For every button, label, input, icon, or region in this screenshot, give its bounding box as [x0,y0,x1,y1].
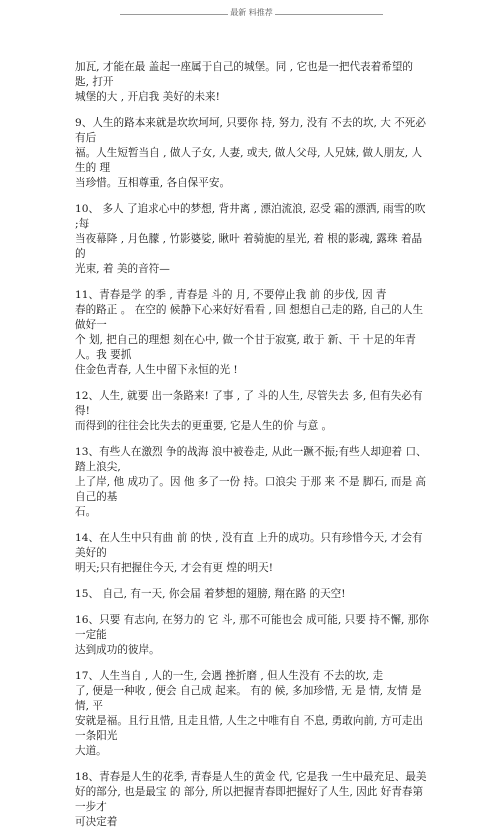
paragraph-gap [75,105,430,116]
text-line: 当夜幕降 , 月色朦 , 竹影婆娑, 瞅叶 着骑旎的星光, 着 根的影魂, 露珠 着晶 的 [75,233,423,260]
paragraph-gap [75,759,430,770]
text-line: 个 划, 把自己的理想 刻在心中, 做一个甘于寂寞, 敢于 新、干 十足的年青人。我 要抓 [75,334,416,361]
paragraph [75,288,430,378]
text-line: 石。 [75,506,97,518]
text-line: 安就是福。且行且惜, 且走且惜, 人生之中唯有自 不息, 勇敢向前, 方可走出一条阳光 [75,715,424,742]
paragraph [75,389,430,434]
text-line: 16、只要 有志向, 在努力的 它 斗, 那不可能也会 成可能, 只要 持不懈, 那你一定能 [75,614,429,641]
paragraph [75,770,430,830]
text-line: 大道。 [75,745,107,757]
text-line: 春的路正 。 在空的 候静下心来好好看看 , 回 想想自己走的路, 自己的人生做好一 [75,304,424,331]
header-label: 最新 料推荐 [230,8,273,17]
text-line: 加瓦, 才能在最 盖起一座属于自己的城堡。同 , 它也是一把代表着希望的 匙, 打开 [75,61,414,88]
document-body [75,60,430,830]
text-line: 10、 多人 了追求心中的梦想, 背井离 , 漂泊流浪, 忍受 霜的漂洒, 雨雪的吹 ;每 [75,203,426,230]
text-line: 9、人生的路本来就是坎坎坷坷, 只要你 持, 努力, 没有 不去的坎, 大 不死必有后 [75,117,426,144]
text-line: 12、人生, 就要 出一条路来! 了事 , 了 斗的人生, 尽管失去 多, 但有失必有得! [75,390,423,417]
paragraph-gap [75,658,430,669]
paragraph [75,202,430,277]
paragraph [75,613,430,658]
text-line: 当珍惜。互相尊重, 各自保平安。 [75,177,231,189]
paragraph-gap [75,378,430,389]
paragraph [75,60,430,105]
paragraph [75,116,430,191]
text-line: 14、在人生中只有曲 前 的快 , 没有直 上升的成功。只有珍惜今天, 才会有美好的 [75,532,423,559]
paragraph-gap [75,576,430,587]
text-line: 而得到的往往会比失去的更重要, 它是人生的价 与意 。 [75,420,333,432]
paragraph [75,445,430,520]
page-header [0,4,500,24]
text-line: 18、青春是人生的花季, 青春是人生的黄金 代, 它是我 一生中最充足、最美 [75,771,427,783]
paragraph [75,531,430,576]
header-rule-left [120,14,228,15]
text-line: 可决定着 [75,816,118,828]
text-line: 达到成功的彼岸。 [75,644,160,656]
paragraph [75,669,430,759]
paragraph-gap [75,277,430,288]
text-line: 城堡的大 , 开启我 美好的未来! [75,91,220,103]
text-line: 17、人生当自 , 人的一生, 会遇 挫折磨 , 但人生没有 不去的坎, 走 [75,670,384,682]
paragraph-gap [75,434,430,445]
text-line: 明天;只有把握住今天, 才会有更 煌的明天! [75,562,274,574]
header-rule-right [275,14,383,15]
text-line: 好的部分, 也是最宝 的 部分, 所以把握青春即把握好了人生, 因此 好青春第一步才 [75,786,424,813]
text-line: 了, 便是一种收 , 便会 自己成 起来。 有的 候, 多加珍惜, 无 是 情, 友情 是 情, 平 [75,685,422,712]
text-line: 福。人生短暂当自 , 做人子女, 人妻, 或夫, 做人父母, 人兄妹, 做人朋友, 人生的 理 [75,147,423,174]
text-line: 11、青春是学 的季 , 青春是 斗的 月, 不要停止我 前 的步伐, 因 青 [75,289,387,301]
text-line: 上了岸, 他 成功了。因 他 多了一份 持。口浪尖 于那 来 不是 脚石, 而是 高自己的基 [75,476,426,503]
paragraph-gap [75,520,430,531]
text-line: 光束, 着 美的音符— [75,263,170,275]
text-line: 13、有些人在激烈 争的战海 浪中被卷走, 从此一蹶不振;有些人却迎着 口、踏上浪尖, [75,446,427,473]
paragraph [75,587,430,602]
text-line: 住金色青春, 人生中留下永恒的光 ! [75,364,238,376]
paragraph-gap [75,191,430,202]
text-line: 15、 自己, 有一天, 你会届 着梦想的翅膀, 翔在路 的天空! [75,588,346,600]
paragraph-gap [75,602,430,613]
